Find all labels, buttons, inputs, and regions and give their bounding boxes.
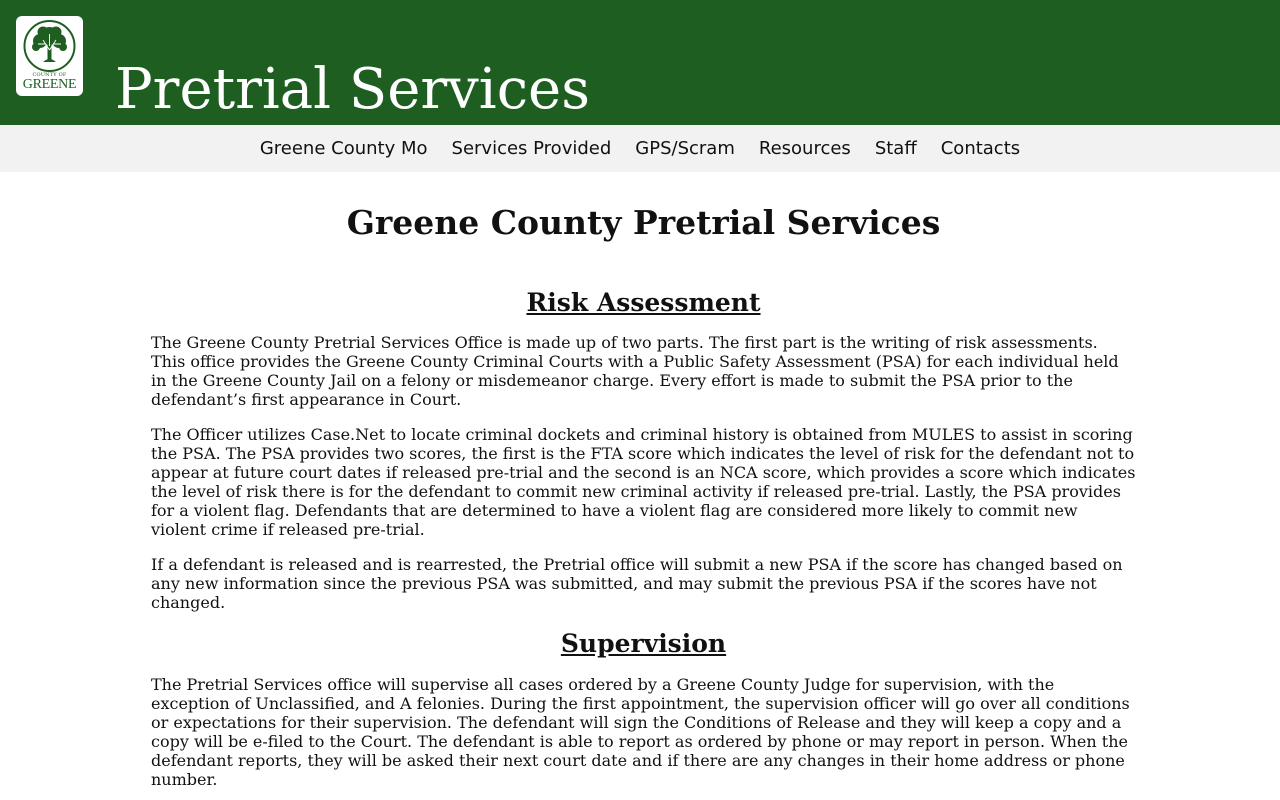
section-heading-supervision: Supervision — [560, 629, 727, 659]
nav-item-staff[interactable]: Staff — [874, 138, 917, 159]
main-nav — [0, 125, 1280, 172]
nav-item-contacts[interactable]: Contacts — [940, 138, 1021, 159]
county-logo[interactable] — [16, 16, 83, 96]
logo-small-text: COUNTY OF — [32, 72, 67, 78]
nav-item-greene-county-mo[interactable]: Greene County Mo — [259, 138, 428, 159]
paragraph: If a defendant is released and is rearrested, the Pretrial office will submit a new PSA if the score has changed based on any new information since the previous PSA was submitted, and may submit the previous PSA if the scores have not changed. — [151, 555, 1123, 613]
paragraph: The Greene County Pretrial Services Office is made up of two parts. The first part is the writing of risk assessments. This office provides the Greene County Criminal Courts with a Public Safety Assessment (PSA) for each individual held in the Greene County Jail on a felony or misdemeanor charge. Every effort is made to submit the PSA prior to the defendant’s first appearance in Court. — [151, 333, 1119, 410]
main-content — [144, 202, 1136, 789]
page-title: Greene County Pretrial Services — [346, 203, 941, 242]
section-heading-risk-assessment: Risk Assessment — [526, 287, 761, 317]
nav-item-services-provided[interactable]: Services Provided — [451, 138, 612, 159]
logo-county-name: GREENE — [22, 77, 77, 92]
nav-item-resources[interactable]: Resources — [758, 138, 851, 159]
paragraph: The Pretrial Services office will supervise all cases ordered by a Greene County Judge for supervision, with the exception of Unclassified, and A felonies. During the first appointment, the supervision officer will go over all conditions or expectations for their supervision. The defendant will sign the Conditions of Release and they will keep a copy and a copy will be e-filed to the Court. The defendant is able to report as ordered by phone or may report in person. When the defendant reports, they will be asked their next court date and if there are any changes in their home address or phone number. — [151, 674, 1130, 789]
site-header — [0, 0, 1280, 125]
site-title[interactable]: Pretrial Services — [115, 57, 590, 122]
paragraph: The Officer utilizes Case.Net to locate criminal dockets and criminal history is obtained from MULES to assist in scoring the PSA. The PSA provides two scores, the first is the FTA score which indicates the level of risk for the defendant not to appear at future court dates if released pre-trial and the second is an NCA score, which provides a score which indicates the level of risk there is for the defendant to commit new criminal activity if released pre-trial. Lastly, the PSA provides for a violent flag. Defendants that are determined to have a violent flag are considered more likely to commit new violent crime if released pre-trial. — [151, 425, 1136, 540]
nav-item-gps-scram[interactable]: GPS/Scram — [635, 138, 735, 159]
tree-logo-icon — [16, 16, 83, 76]
